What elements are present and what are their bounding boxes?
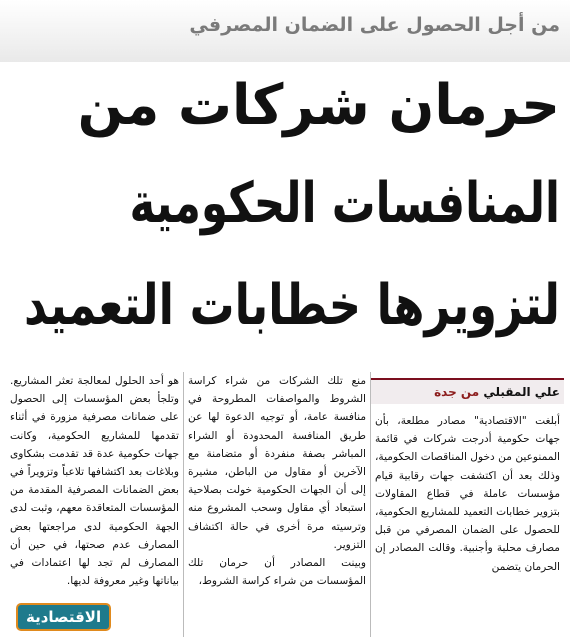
kicker-text: من أجل الحصول على الضمان المصرفي	[189, 14, 560, 36]
article-columns	[6, 372, 564, 637]
headline-line-1: حرمان شركات من	[77, 73, 561, 138]
article-column-right	[371, 372, 564, 637]
byline-author: علي المقبلي	[483, 385, 560, 399]
newspaper-logo: الاقتصادية	[18, 605, 109, 629]
article-paragraph: هو أحد الحلول لمعالجة تعثر المشاريع. وتلجأ بعض المؤسسات إلى الحصول على ضمانات مصرفية مزورة في أثناء تقدمها للمشاريع الحكومية، وكانت جهات حكومية عدة قد تقدمت بشكاوى وبلاغات بعد اكتشافها تلاعباً وتزويراً في بعض الضمانات المصرفية المقدمة من المؤسسات المتعاقدة معهم، وثبت لدى الجهة الحكومية لدى مراجعتها بعض المصارف عدم صحتها، في حين أن المصارف لم تجد لها اعتمادات في بياناتها وغير معروفة لديها.	[10, 375, 179, 588]
byline	[371, 378, 564, 404]
article-paragraph: منع تلك الشركات من شراء كراسة الشروط والمواصفات المطروحة في منافسة عامة، أو توجيه الدعوة لها عن طريق المنافسة المحدودة أو الشراء المباشر بصفة منفردة أو متضامنة مع الآخرين أو مقاول من الباطن، مشيرة إلى أن الجهات الحكومية خولت بصلاحية استبعاد أي مقاول وسحب المشروع منه وترسيته مرة أخرى في حالة اكتشاف التزوير.	[188, 375, 366, 551]
article-paragraph: وبينت المصادر أن حرمان تلك المؤسسات من شراء كراسة الشروط،	[188, 557, 366, 588]
article-column-left	[6, 372, 183, 637]
byline-city: من جدة	[434, 385, 480, 399]
headline-line-3: لتزويرها خطابات التعميد	[24, 273, 561, 338]
headline-line-2: المنافسات الحكومية	[129, 171, 560, 236]
article-column-middle	[183, 372, 371, 637]
article-paragraph: أبلغت "الاقتصادية" مصادر مطلعة، بأن جهات حكومية أدرجت شركات في قائمة الممنوعين من دخول المناقصات الحكومية، وذلك بعد أن اكتشفت جهات رقابية قيام مؤسسات عاملة في قطاع المقاولات بتزوير خطابات التعميد للمشاريع الحكومية، للحصول على الضمان المصرفي من قبل مصارف محلية وأجنبية. وقالت المصادر إن الحرمان يتضمن	[375, 415, 560, 573]
